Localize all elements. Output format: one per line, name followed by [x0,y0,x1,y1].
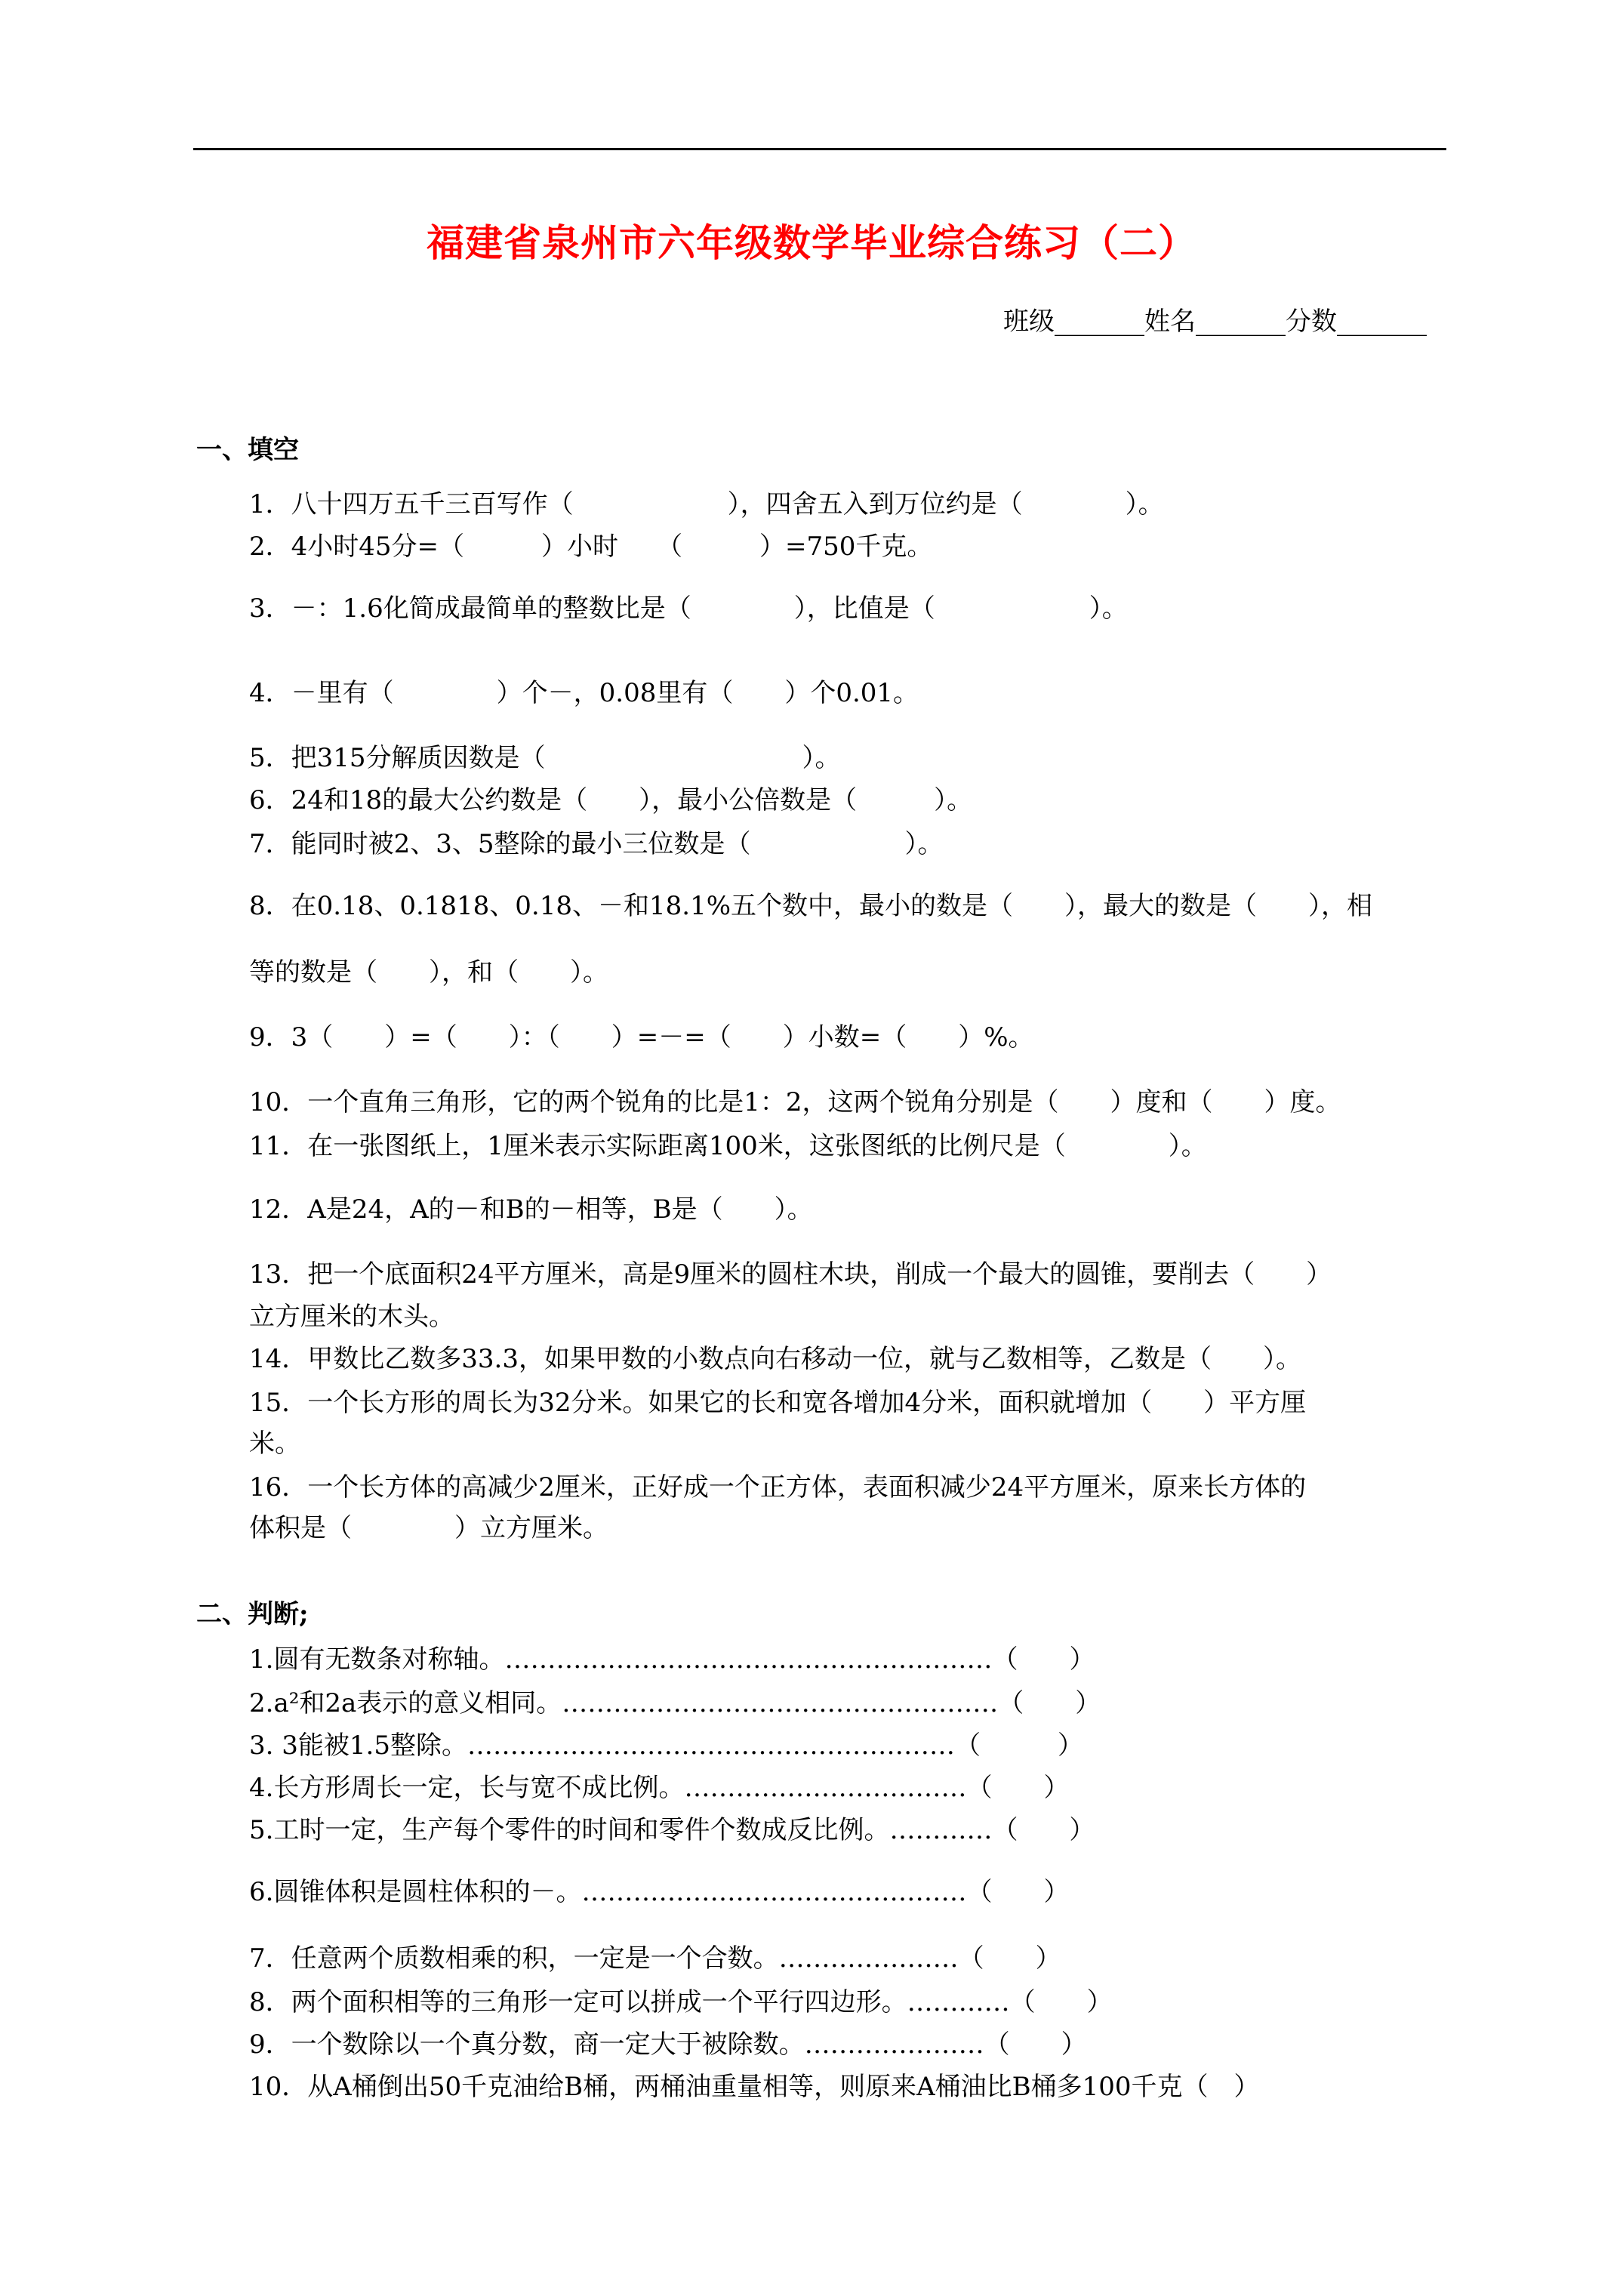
judge-item: 8．两个面积相等的三角形一定可以拼成一个平行四边形。…………（ ） [249,1987,1113,2017]
fill-item: 2．4小时45分=（ ）小时 （ ）=750千克。 [249,532,933,562]
fill-item: 1．八十四万五千三百写作（ ），四舍五入到万位约是（ ）。 [249,489,1164,519]
fill-item: 15．一个长方形的周长为32分米。如果它的长和宽各增加4分米，面积就增加（ ）平方厘 [249,1388,1307,1418]
fill-item: 6．24和18的最大公约数是（ ），最小公倍数是（ ）。 [249,785,973,815]
fill-item: 8．在0.18、0.1818、0.18、－和18.1%五个数中，最小的数是（ ），最大的数是（ ），相 [249,891,1373,921]
judge-item: 2.a²和2a表示的意义相同。……………………………………………（ ） [249,1688,1101,1718]
fill-item: 9．3（ ）=（ ）：（ ）=－=（ ）小数=（ ）%。 [249,1022,1034,1052]
judge-item: 6.圆锥体积是圆柱体积的－。………………………………………（ ） [249,1877,1070,1907]
fill-item: 米。 [249,1428,300,1459]
judge-item: 5.工时一定，生产每个零件的时间和零件个数成反比例。…………（ ） [249,1815,1095,1845]
judge-item: 10．从A桶倒出50千克油给B桶，两桶油重量相等，则原来A桶油比B桶多100千克（ ） [249,2072,1260,2102]
page-title: 福建省泉州市六年级数学毕业综合练习（二） [427,220,1196,265]
judge-item: 9．一个数除以一个真分数，商一定大于被除数。…………………（ ） [249,2029,1087,2060]
fill-item: 13．把一个底面积24平方厘米，高是9厘米的圆柱木块，削成一个最大的圆锥，要削去（ ） [249,1259,1332,1290]
fill-item: 14．甲数比乙数多33.3，如果甲数的小数点向右移动一位，就与乙数相等，乙数是（ ）。 [249,1344,1301,1374]
fill-item: 3．－：1.6化简成最简单的整数比是（ ），比值是（ ）。 [249,593,1128,624]
judge-item: 7．任意两个质数相乘的积，一定是一个合数。…………………（ ） [249,1943,1061,1974]
fill-item: 10．一个直角三角形，它的两个锐角的比是1：2，这两个锐角分别是（ ）度和（ ）度。 [249,1087,1341,1117]
top-rule [193,148,1446,150]
judge-item: 3. 3能被1.5整除。…………………………………………………（ ） [249,1730,1083,1761]
student-info-line: 班级_______姓名_______分数_______ [1003,307,1427,337]
judge-item: 4.长方形周长一定，长与宽不成比例。……………………………（ ） [249,1773,1070,1803]
fill-item: 16．一个长方体的高减少2厘米，正好成一个正方体，表面积减少24平方厘米，原来长方体的 [249,1472,1307,1502]
judge-item: 1.圆有无数条对称轴。…………………………………………………（ ） [249,1644,1095,1675]
fill-item: 5．把315分解质因数是（ ）。 [249,743,841,773]
fill-item: 体积是（ ）立方厘米。 [249,1513,608,1543]
fill-item: 12．A是24，A的－和B的－相等，B是（ ）。 [249,1194,813,1225]
fill-item: 11．在一张图纸上，1厘米表示实际距离100米，这张图纸的比例尺是（ ）。 [249,1131,1207,1161]
fill-item: 等的数是（ ），和（ ）。 [249,957,608,988]
fill-item: 7．能同时被2、3、5整除的最小三位数是（ ）。 [249,829,944,859]
section-heading-fill: 一、填空 [196,435,299,465]
fill-item: 4．－里有（ ）个－，0.08里有（ ）个0.01。 [249,678,919,708]
section-heading-judge: 二、判断; [196,1599,309,1629]
fill-item: 立方厘米的木头。 [249,1302,454,1332]
